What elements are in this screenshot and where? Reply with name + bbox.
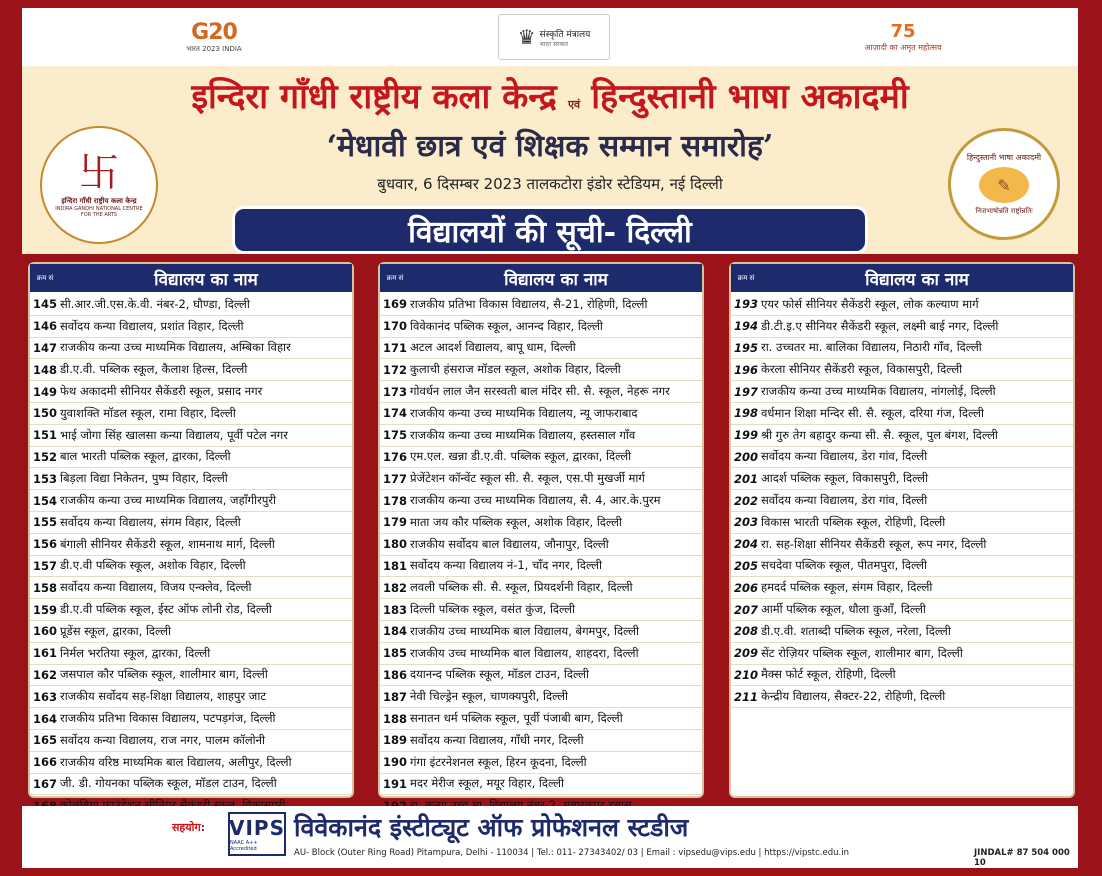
table-row [30,359,352,381]
school-list-column-3 [729,262,1075,798]
serial-number: 209 [733,646,758,661]
school-name: राजकीय प्रतिभा विकास विद्यालय, पटपड़गंज, दिल्ली [60,711,276,726]
serial-number: 185 [382,646,407,661]
serial-number: 149 [32,384,57,399]
serial-number: 145 [32,297,57,312]
school-name: राजकीय प्रतिभा विकास विद्यालय, सै-21, रोहिणी, दिल्ली [410,296,648,311]
organizers-title [22,72,1078,118]
school-name: राजकीय कन्या उच्च माध्यमिक विद्यालय, हस्तसाल गाँव [410,427,636,442]
serial-header: क्रम सं [36,274,54,282]
school-name: प्रेजेंटेशन कॉन्वेंट स्कूल सी. सै. स्कूल, एस.पी मुखर्जी मार्ग [410,471,645,486]
serial-number: 165 [32,733,57,748]
school-name: राजकीय उच्च माध्यमिक बाल विद्यालय, शाहदरा, दिल्ली [410,645,639,660]
serial-number: 203 [733,515,758,530]
title-conjunction: एवं [567,98,581,111]
serial-number: 184 [382,624,407,639]
serial-number: 154 [32,493,57,508]
serial-number: 201 [733,471,758,486]
school-name: सी.आर.जी.एस.के.वी. नंबर-2, घौण्डा, दिल्ली [60,296,250,311]
school-name: सर्वोदय कन्या विद्यालय, गाँधी नगर, दिल्ली [410,732,584,747]
ignca-logo-english-2: FOR THE ARTS [80,211,118,218]
column-rows [380,292,702,817]
serial-number: 186 [382,667,407,682]
serial-number: 191 [382,776,407,791]
serial-number: 157 [32,558,57,573]
national-emblem-icon: ♛ [517,25,536,49]
hba-logo [948,128,1060,240]
table-row [380,621,702,643]
serial-number: 187 [382,689,407,704]
table-row [380,512,702,534]
serial-number: 190 [382,755,407,770]
school-name: भाई जोगा सिंह खालसा कन्या विद्यालय, पूर्वी पटेल नगर [60,427,288,442]
serial-number: 178 [382,493,407,508]
table-row [380,468,702,490]
school-name: रा. उच्चतर मा. बालिका विद्यालय, निठारी गाँव, दिल्ली [761,340,982,355]
column-header [30,264,352,292]
school-name: डी.टी.इ.ए सीनियर सैकेंडरी स्कूल, लक्ष्मी बाई नगर, दिल्ली [761,318,999,333]
serial-number: 148 [32,362,57,377]
azadi-logo-text: आज़ादी का अमृत महोत्सव [864,43,942,52]
serial-number: 188 [382,711,407,726]
column-header [731,264,1073,292]
ministry-sub: भारत सरकार [539,40,569,48]
table-row [30,294,352,316]
school-name-header: विद्यालय का नाम [154,269,258,290]
jindal-code: JINDAL# 87 504 000 10 [974,848,1070,868]
table-row [731,359,1073,381]
serial-number: 182 [382,580,407,595]
serial-number: 173 [382,384,407,399]
school-name: युवाशक्ति मॉडल स्कूल, रामा विहार, दिल्ली [60,405,236,420]
sponsor-label: सहयोग: [172,821,206,834]
school-name: सर्वोदय कन्या विद्यालय, विजय एन्क्लेव, दिल्ली [60,580,252,595]
swastika-symbol-icon: 卐 [79,149,119,196]
serial-number: 174 [382,406,407,421]
school-list-column-1 [28,262,354,798]
serial-number: 147 [32,340,57,355]
hba-logo-motto: निजभाषोन्नति राष्ट्रोन्नतिः [975,207,1033,215]
serial-number: 194 [733,319,758,334]
school-name: वर्धमान शिक्षा मन्दिर सी. सै. स्कूल, दरिया गंज, दिल्ली [761,405,984,420]
event-date-venue: बुधवार, 6 दिसम्बर 2023 तालकटोरा इंडोर स्टेडियम, नई दिल्ली [377,175,723,193]
table-row [30,577,352,599]
school-name: आदर्श पब्लिक स्कूल, विकासपुरी, दिल्ली [761,471,929,486]
table-row [30,381,352,403]
school-name: अटल आदर्श विद्यालय, बापू धाम, दिल्ली [410,340,576,355]
serial-number: 181 [382,558,407,573]
serial-number: 167 [32,776,57,791]
footer [22,806,1078,868]
school-list-column-2 [378,262,704,798]
school-name: राजकीय सर्वोदय सह-शिक्षा विद्यालय, शाहपुर जाट [60,689,267,704]
table-row [30,468,352,490]
school-name: विकास भारती पब्लिक स्कूल, रोहिणी, दिल्ली [761,514,946,529]
serial-number: 153 [32,471,57,486]
table-row [731,468,1073,490]
table-row [30,425,352,447]
table-row [731,621,1073,643]
ministry-name: संस्कृति मंत्रालय [539,29,591,40]
serial-number: 196 [733,362,758,377]
table-row [380,425,702,447]
table-row [30,447,352,469]
serial-number: 162 [32,667,57,682]
table-row [380,338,702,360]
column-rows [731,292,1073,708]
serial-number: 202 [733,493,758,508]
serial-number: 161 [32,646,57,661]
table-row [731,512,1073,534]
school-name: सनातन धर्म पब्लिक स्कूल, पूर्वी पंजाबी बाग, दिल्ली [410,711,623,726]
g20-logo-text: G20 [191,20,237,45]
school-name: कुलाची हंसराज मॉडल स्कूल, अशोक विहार, दिल्ली [410,362,621,377]
table-row [380,403,702,425]
serial-number: 166 [32,755,57,770]
serial-header: क्रम सं [737,274,755,282]
serial-number: 180 [382,537,407,552]
school-name: सेंट रोज़ियर पब्लिक स्कूल, शालीमार बाग, दिल्ली [761,645,963,660]
school-name: एयर फोर्स सीनियर सैकेंडरी स्कूल, लोक कल्याण मार्ग [761,296,979,311]
table-row [731,599,1073,621]
table-row [731,425,1073,447]
column-header [380,264,702,292]
vips-accreditation: NAAC A++ Accredited [230,840,258,852]
table-row [731,577,1073,599]
school-name: राजकीय उच्च माध्यमिक बाल विद्यालय, बेगमपुर, दिल्ली [410,623,640,638]
g20-logo-subtext: भारत 2023 INDIA [186,45,242,53]
school-name: राजकीय कन्या उच्च माध्यमिक विद्यालय, अम्बिका विहार [60,340,291,355]
serial-number: 206 [733,580,758,595]
table-row [731,665,1073,687]
school-name: दयानन्द पब्लिक स्कूल, मॉडल टाउन, दिल्ली [410,667,589,682]
school-name: लवली पब्लिक सी. सै. स्कूल, प्रियदर्शनी विहार, दिल्ली [410,580,633,595]
table-row [30,403,352,425]
school-name: केन्द्रीय विद्यालय, सैक्टर-22, रोहिणी, दिल्ली [761,689,946,704]
school-name: प्रूडेंस स्कूल, द्वारका, दिल्ली [60,623,172,638]
ignca-logo-english: INDIRA GANDHI NATIONAL CENTRE [55,205,143,212]
serial-number: 172 [382,362,407,377]
serial-number: 208 [733,624,758,639]
table-row [731,294,1073,316]
hba-logo-name: हिन्दुस्तानी भाषा अकादमी [966,153,1042,162]
table-row [731,316,1073,338]
serial-number: 205 [733,558,758,573]
header [22,66,1078,254]
table-row [30,556,352,578]
table-row [380,556,702,578]
table-row [30,708,352,730]
school-name: डी.ए.वी. पब्लिक स्कूल, कैलाश हिल्स, दिल्ली [60,362,248,377]
table-row [30,774,352,796]
vips-logo-text: VIPS [229,816,285,840]
table-row [380,534,702,556]
serial-number: 156 [32,537,57,552]
serial-number: 175 [382,428,407,443]
school-name: बिड़ला विद्या निकेतन, पुष्प विहार, दिल्ली [60,471,228,486]
table-row [30,316,352,338]
school-name: सर्वोदय कन्या विद्यालय, संगम विहार, दिल्ली [60,514,241,529]
top-logo-band [22,8,1078,66]
vips-name: विवेकानंद इंस्टीट्यूट ऑफ प्रोफेशनल स्टडीज [294,813,689,842]
school-name: राजकीय कन्या उच्च माध्यमिक विद्यालय, नांगलोई, दिल्ली [761,384,996,399]
table-row [731,534,1073,556]
school-name: राजकीय कन्या उच्च माध्यमिक विद्यालय, जहाँगीरपुरी [60,493,277,508]
school-name: जसपाल कौर पब्लिक स्कूल, शालीमार बाग, दिल्ली [60,667,268,682]
school-name: राजकीय कन्या उच्च माध्यमिक विद्यालय, न्यू जाफराबाद [410,405,638,420]
serial-number: 197 [733,384,758,399]
school-name: डी.ए.वी पब्लिक स्कूल, ईस्ट ऑफ लोनी रोड, दिल्ली [60,602,272,617]
serial-number: 183 [382,602,407,617]
school-name: दिल्ली पब्लिक स्कूल, वसंत कुंज, दिल्ली [410,602,576,617]
table-row [30,643,352,665]
book-map-icon: ✎ [979,167,1029,203]
table-row [380,752,702,774]
table-row [731,643,1073,665]
school-name: आर्मी पब्लिक स्कूल, धौला कुआँ, दिल्ली [761,602,926,617]
ignca-logo [40,126,158,244]
table-row [731,338,1073,360]
table-row [30,686,352,708]
serial-number: 179 [382,515,407,530]
school-name: राजकीय सर्वोदय बाल विद्यालय, जौनापुर, दिल्ली [410,536,609,551]
school-name: रा. सह-शिक्षा सीनियर सैकेंडरी स्कूल, रूप नगर, दिल्ली [761,536,987,551]
ignca-logo-hindi: इन्दिरा गाँधी राष्ट्रीय कला केन्द्र [61,196,137,205]
list-banner [232,206,868,254]
school-name-header: विद्यालय का नाम [504,269,608,290]
school-name: जी. डी. गोयनका पब्लिक स्कूल, मॉडल टाउन, दिल्ली [60,776,277,791]
school-name-header: विद्यालय का नाम [865,269,969,290]
table-row [30,599,352,621]
serial-number: 169 [382,297,407,312]
serial-number: 159 [32,602,57,617]
table-row [380,599,702,621]
serial-number: 158 [32,580,57,595]
table-row [731,490,1073,512]
table-row [380,774,702,796]
school-name: विवेकानंद पब्लिक स्कूल, आनन्द विहार, दिल्ली [410,318,603,333]
vips-address: AU- Block (Outer Ring Road) Pitampura, Delhi - 110034 | Tel.: 011- 27343402/ 03 | Email : vipsedu@vips.edu | https://vipstc.edu.in [294,848,849,858]
school-name: डी.ए.वी पब्लिक स्कूल, अशोक विहार, दिल्ली [60,558,246,573]
table-row [30,730,352,752]
column-rows [30,292,352,817]
serial-number: 151 [32,428,57,443]
event-title: ‘मेधावी छात्र एवं शिक्षक सम्मान समारोह’ [326,129,774,164]
school-name: बाल भारती पब्लिक स्कूल, द्वारका, दिल्ली [60,449,231,464]
serial-number: 211 [733,689,758,704]
azadi-logo-number: 75 [890,21,916,42]
table-row [30,665,352,687]
school-name: केरला सीनियर सैकेंडरी स्कूल, विकासपुरी, दिल्ली [761,362,963,377]
serial-number: 171 [382,340,407,355]
school-name: सर्वोदय कन्या विद्यालय नं-1, चाँद नगर, दिल्ली [410,558,602,573]
serial-number: 200 [733,449,758,464]
school-name: राजकीय कन्या उच्च माध्यमिक विद्यालय, सै. 4, आर.के.पुरम [410,493,661,508]
school-name: सर्वोदय कन्या विद्यालय, राज नगर, पालम कॉलोनी [60,732,266,747]
hba-title: हिन्दुस्तानी भाषा अकादमी [591,77,909,117]
school-name: राजकीय वरिष्ठ माध्यमिक बाल विद्यालय, अलीपुर, दिल्ली [60,754,292,769]
table-row [380,686,702,708]
school-name: मैक्स फोर्ट स्कूल, रोहिणी, दिल्ली [761,667,896,682]
table-row [731,686,1073,708]
table-row [380,665,702,687]
serial-number: 199 [733,428,758,443]
serial-number: 207 [733,602,758,617]
school-name: सर्वोदय कन्या विद्यालय, डेरा गांव, दिल्ली [761,493,928,508]
serial-number: 210 [733,667,758,682]
table-row [380,447,702,469]
table-row [380,294,702,316]
serial-number: 189 [382,733,407,748]
serial-number: 176 [382,449,407,464]
table-row [380,577,702,599]
table-row [731,381,1073,403]
serial-number: 193 [733,297,758,312]
table-row [731,447,1073,469]
ignca-title: इन्दिरा गाँधी राष्ट्रीय कला केन्द्र [191,77,557,117]
school-name: हमदर्द पब्लिक स्कूल, संगम विहार, दिल्ली [761,580,933,595]
serial-number: 177 [382,471,407,486]
g20-logo [172,14,256,60]
vips-logo [228,812,286,856]
table-row [30,338,352,360]
table-row [30,752,352,774]
serial-number: 164 [32,711,57,726]
table-row [731,556,1073,578]
school-name: सर्वोदय कन्या विद्यालय, डेरा गांव, दिल्ली [761,449,928,464]
school-name: एम.एल. खन्ना डी.ए.वी. पब्लिक स्कूल, द्वारका, दिल्ली [410,449,632,464]
serial-number: 204 [733,537,758,552]
ministry-of-culture-logo [498,14,610,60]
school-name: सर्वोदय कन्या विद्यालय, प्रशांत विहार, दिल्ली [60,318,244,333]
school-name: गंगा इंटरनेशनल स्कूल, हिरन कूदना, दिल्ली [410,754,587,769]
school-name: डी.ए.वी. शताब्दी पब्लिक स्कूल, नरेला, दिल्ली [761,623,951,638]
school-name: माता जय कौर पब्लिक स्कूल, अशोक विहार, दिल्ली [410,514,622,529]
school-name: गोवर्धन लाल जैन सरस्वती बाल मंदिर सी. सै. स्कूल, नेहरू नगर [410,384,670,399]
school-name: मदर मेरीज स्कूल, मयूर विहार, दिल्ली [410,776,564,791]
table-row [380,316,702,338]
table-row [380,381,702,403]
table-row [380,730,702,752]
azadi-ka-amrit-mahotsav-logo [858,14,948,60]
table-row [731,403,1073,425]
school-name: फेथ अकादमी सीनियर सैकेंडरी स्कूल, प्रसाद नगर [60,384,263,399]
serial-number: 195 [733,340,758,355]
table-row [30,512,352,534]
serial-header: क्रम सं [386,274,404,282]
serial-number: 146 [32,319,57,334]
table-row [380,359,702,381]
serial-number: 198 [733,406,758,421]
table-row [380,708,702,730]
serial-number: 163 [32,689,57,704]
school-name: बंगाली सीनियर सैकेंडरी स्कूल, शामनाथ मार्ग, दिल्ली [60,536,275,551]
serial-number: 152 [32,449,57,464]
serial-number: 170 [382,319,407,334]
serial-number: 150 [32,406,57,421]
table-row [30,490,352,512]
table-row [380,490,702,512]
school-name: नेवी चिल्ड्रेन स्कूल, चाणक्यपुरी, दिल्ली [410,689,569,704]
table-row [30,534,352,556]
list-banner-text: विद्यालयों की सूची- दिल्ली [408,214,692,250]
table-row [380,643,702,665]
serial-number: 160 [32,624,57,639]
school-name: सचदेवा पब्लिक स्कूल, पीतमपुरा, दिल्ली [761,558,927,573]
table-row [30,621,352,643]
serial-number: 155 [32,515,57,530]
school-name: निर्मल भरतिया स्कूल, द्वारका, दिल्ली [60,645,211,660]
school-name: श्री गुरु तेग बहादुर कन्या सी. सै. स्कूल, पुल बंगश, दिल्ली [761,427,998,442]
